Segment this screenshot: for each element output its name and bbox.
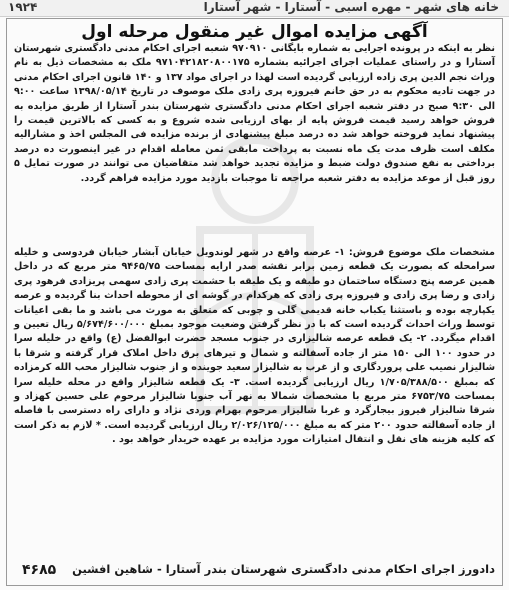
notice-title: آگهی مزایده اموال غیر منقول مرحله اول [81,22,428,42]
newspaper-header-strip [0,0,509,17]
signature-line: دادورز اجرای احکام مدنی دادگستری شهرستان بندر آستارا - شاهین افشین [72,562,495,576]
notice-footer [12,562,497,582]
header-code: ۱۹۲۴ [8,0,38,14]
ad-number: ۴۶۸۵ [22,562,57,578]
notice-body-paragraph-1: نظر به اینکه در پرونده اجرایی به شماره بایگانی ۹۷۰۹۱۰ شعبه اجرای احکام مدنی دادگستری شهرستان آستارا و در راستای عملیات اجرای اجرائیه بشماره ۹۷۱۰۴۲۱۸۲۰۸۰۰۱۷۵ ملک به مشخصات ذیل به نام وراث نجم الدین پری زاده ارزیابی گردیده است لهذا در اجرای مواد ۱۳۷ و ۱۴۰ قانون اجرای احکام مدنی در جهت تادیه محکوم به در حق خانم فیروزه پری زادی ملک موصوف در تاریخ ۱۳۹۸/۰۵/۱۴ ساعت ۹:۰۰ الی ۹:۳۰ صبح در دفتر شعبه اجرای احکام مدنی دادگستری شهرستان بندر آستارا از طریق مزایده به فروش خواهد رسید قیمت فروش پایه از بهای ارزیابی شده شروع و به کسی که بالاترین قیمت را پیشنهاد نماید فروخته خواهد شد ده درصد مبلغ پیشنهادی از برنده مزایده فی المجلس اخذ و مشارالیه مکلف است ظرف مدت یک ماه نسبت به پرداخت مابقی ثمن معامله اقدام در غیر اینصورت ده درصد برداختی به نفع صندوق دولت ضبط و مزایده تجدید خواهد شد متقاضیان می توانند در صورت تمایل ۵ روز قبل از موعد مزایده به دفتر شعبه مراجعه تا موجبات بازدید مورد مزایده فراهم گردد. [14,43,496,184]
notice-body-paragraph-2: مشخصات ملک موضوع فروش: ۱- عرصه واقع در شهر لوندویل خیابان آبشار خیابان فردوسی و خلیله سرامحله که بصورت یک قطعه زمین برابر نقشه صدر ارایه بمساحت ۹۴۶۵/۷۵ متر مربع که در داخل همین عرصه پنج دستگاه ساختمان دو طبقه و یک طبقه با حشمت پری زادی سهمی پریزادی فرهود پری زادی و رضا پری زادی و فیروزه پری زادی که هرکدام در گوشه ای از محوطه احداث بنا گردیده و عرصه یکپارچه بوده و باستثنا یکباب خانه قدیمی گلی و چوبی که متعلق به مورث می باشد و ما بقی اعیانات توسط وراث احداث گردیده است که با در نظر گرفتن وضعیت موجود بمبلغ ۵/۶۷۴/۶۰۰/۰۰۰ ریال تعیین و اقدام میگردد. ۲- یک قطعه عرصه شالیزاری در جنوب مسجد حضرت ابوالفضل (ع) واقع در خلیله سرا در حدود ۱۰۰ الی ۱۵۰ متر از جاده آسفالته و شمال و تیرهای برق داخل املاک قرار گرفته و شرقا با شالیزار نصیب علی پروردگاری و از غرب به شالیزار سعید جوینده و از جنوب شالیزار محب الله کرمزاده که بمبلغ ۱/۷۰۵/۳۸۸/۵۰۰ ریال ارزیابی گردیده است. ۳- یک قطعه شالیزار واقع در محله خلیله سرا بمساحت ۶۷۵۳/۷۵ متر مربع با مشخصات شمالا به نهر آب جنوبا شالیزار مرحوم علی حسین کهزاد و شرقا شالیزار فیروز بیجارگرد و غربا شالیزار مرحوم بهرام وردی نژاد و دارای راه دسترسی با فاصله از جاده آسفالته حدود ۲۰۰ متر که به مبلغ ۲/۰۲۶/۱۲۵/۰۰۰ ریال ارزیابی گردیده است. * لازم به ذکر است که کلیه هزینه های نقل و انتقال امتیازات مورد مزایده بر عهده خریدار خواهد بود . [14,247,496,446]
header-text: خانه های شهر - مهره اسبی - آستارا - شهر آستارا [203,0,499,14]
